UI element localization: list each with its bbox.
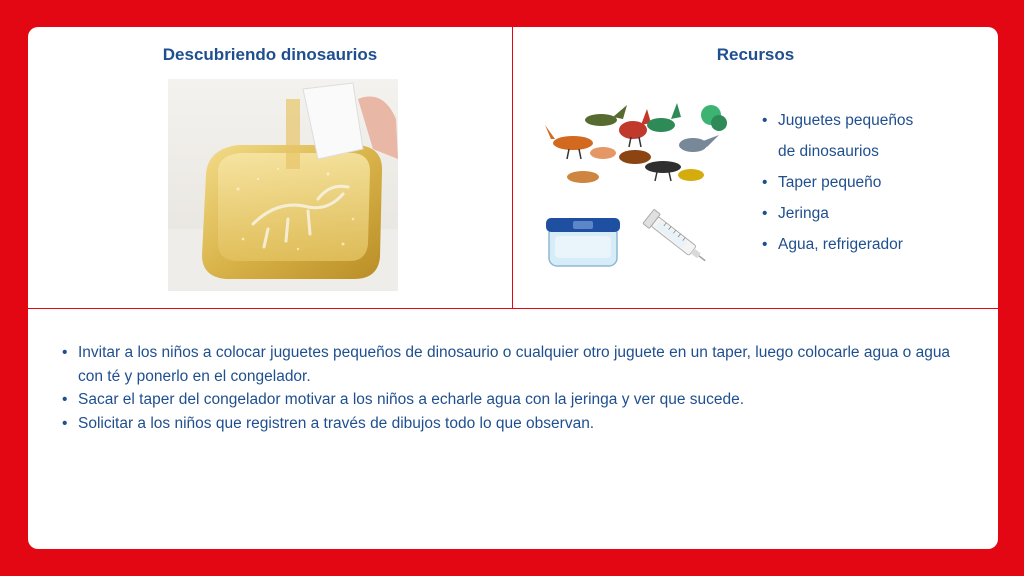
list-item: • Juguetes pequeños (762, 112, 914, 129)
list-item: • Taper pequeño (762, 174, 882, 191)
activity-steps (62, 341, 972, 435)
list-item: • Invitar a los niños a colocar juguetes pequeños de dinosaurio o cualquier otro juguete en un taper, luego colocarle agua o agua con té y ponerlo en el congelador. (62, 344, 951, 385)
vertical-divider (512, 27, 513, 308)
dinosaur-toys-image (543, 95, 728, 190)
list-item: • Solicitar a los niños que registren a través de dibujos todo lo que observan. (62, 414, 595, 432)
activity-title: Descubriendo dinosaurios (162, 45, 378, 64)
list-item: de dinosaurios (778, 143, 879, 160)
syringe-image (640, 205, 715, 275)
list-item: • Sacar el taper del congelador motivar a los niños a echarle agua con la jeringa y ver que sucede. (62, 391, 745, 408)
resources-title: Recursos (716, 45, 795, 64)
slide-card (28, 27, 998, 549)
frozen-dinosaur-photo (168, 79, 398, 291)
horizontal-divider (28, 308, 998, 309)
resources-list (762, 105, 913, 260)
list-item: • Agua, refrigerador (762, 236, 903, 253)
list-item: • Jeringa (762, 205, 829, 222)
taper-container-image (543, 212, 623, 270)
